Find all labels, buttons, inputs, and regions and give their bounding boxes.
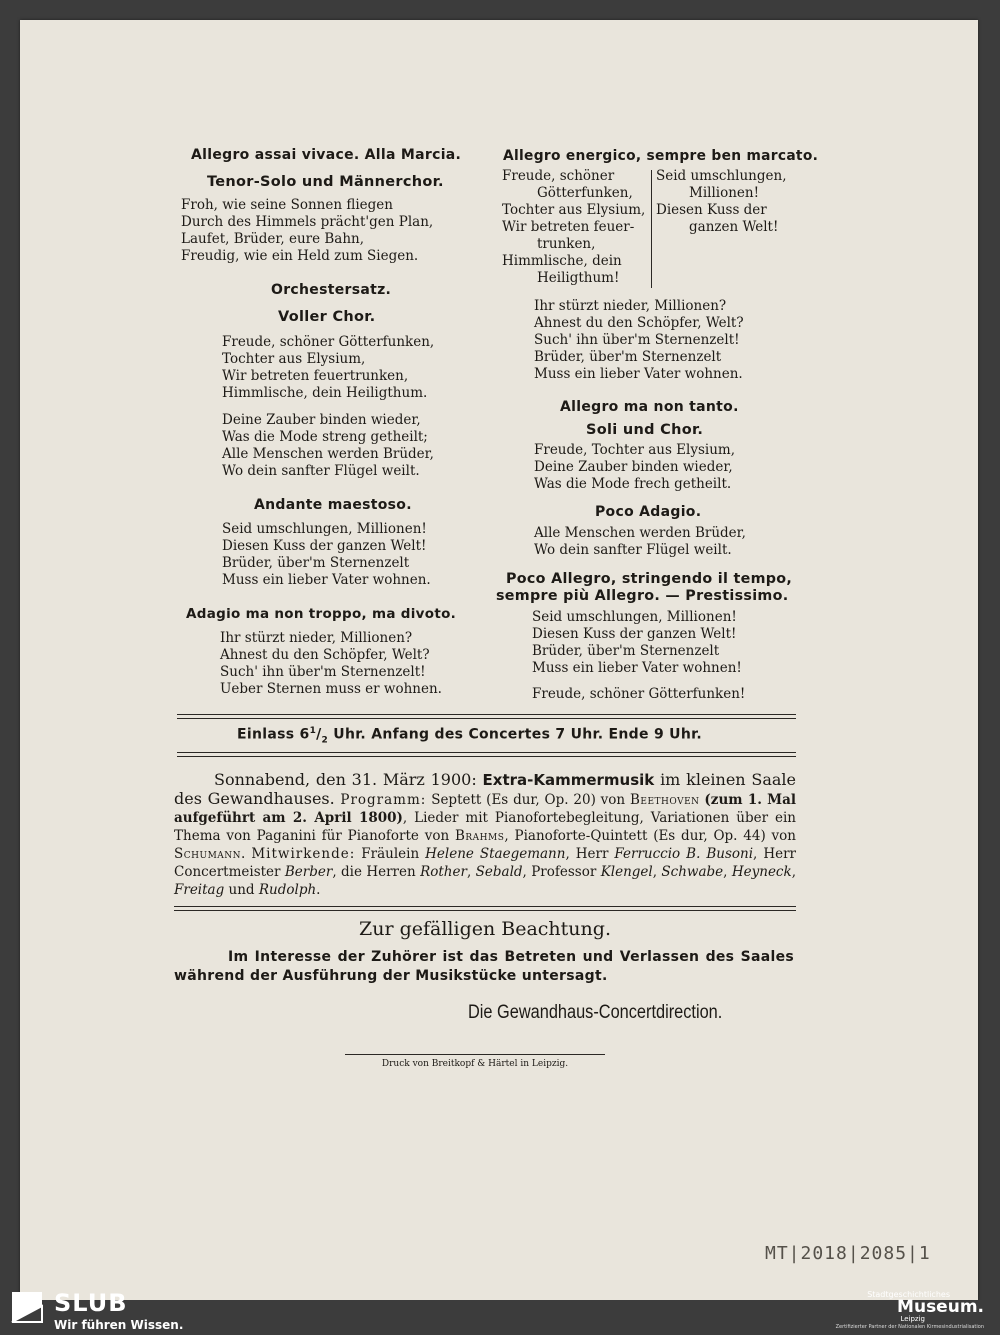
verse-line: Ihr stürzt nieder, Millionen? bbox=[220, 630, 413, 646]
verse-line: Götterfunken, bbox=[537, 185, 633, 201]
slub-subtitle: Wir führen Wissen. bbox=[54, 1318, 184, 1332]
left-verse-freude bbox=[222, 334, 434, 402]
double-rule bbox=[174, 906, 796, 911]
verse-line: Laufet, Brüder, eure Bahn, bbox=[181, 231, 365, 247]
double-rule bbox=[177, 714, 796, 719]
event-text: im kleinen Saale des Gewandhauses. bbox=[174, 770, 796, 808]
right-verse-seid bbox=[532, 609, 742, 677]
verse-line: Muss ein lieber Vater wohnen. bbox=[534, 366, 743, 382]
right-verse-final: Freude, schöner Götterfunken! bbox=[532, 686, 746, 702]
composer-brahms: Brahms bbox=[454, 828, 505, 844]
verse-line: Was die Mode streng getheilt; bbox=[222, 429, 428, 445]
right-verse-freude-tochter bbox=[534, 442, 735, 493]
verse-line: Himmlische, dein Heiligthum. bbox=[222, 385, 428, 401]
right-heading-allegro-energico: Allegro energico, sempre ben marcato. bbox=[503, 148, 819, 164]
verse-line: Ahnest du den Schöpfer, Welt? bbox=[220, 647, 430, 663]
times-line: Einlass $6^1/_2$ Uhr. Anfang des Concertes 7 Uhr. Ende 9 Uhr. bbox=[237, 726, 702, 746]
verse-line: Millionen! bbox=[689, 185, 760, 201]
event-text: , Herr Concertmeister bbox=[174, 846, 796, 880]
verse-line: Alle Menschen werden Brüder, bbox=[222, 446, 434, 462]
mitwirkende-label: Mitwirkende: bbox=[251, 846, 356, 862]
verse-line: Tochter aus Elysium, bbox=[222, 351, 366, 367]
verse-line: Such' ihn über'm Sternenzelt! bbox=[534, 332, 740, 348]
verse-line: Wo dein sanfter Flügel weilt. bbox=[222, 463, 420, 479]
performer-name: Ferruccio B. Busoni bbox=[614, 846, 754, 862]
verse-line: Such' ihn über'm Sternenzelt! bbox=[220, 664, 426, 680]
fraction-numerator: 1 bbox=[309, 726, 317, 736]
event-text: , bbox=[466, 864, 476, 880]
verse-line: Freude, schöner Götterfunken, bbox=[222, 334, 435, 350]
event-text: , Lieder mit Pianofortebegleitung, Variationen über ein Thema von Paganini für Pianoforte von bbox=[174, 810, 796, 844]
document-page bbox=[20, 20, 978, 1300]
performer-name: Heyneck bbox=[731, 864, 792, 880]
verse-line: Diesen Kuss der ganzen Welt! bbox=[222, 538, 427, 554]
event-text: Septett (Es dur, Op. 20) von bbox=[426, 792, 630, 808]
verse-line: Seid umschlungen, Millionen! bbox=[222, 521, 427, 537]
slub-logo-icon bbox=[8, 1288, 46, 1326]
event-text: , bbox=[723, 864, 732, 880]
verse-line: Brüder, über'm Sternenzelt bbox=[222, 555, 410, 571]
verse-line: Diesen Kuss der ganzen Welt! bbox=[532, 626, 737, 642]
performer-name: Rudolph bbox=[258, 882, 317, 898]
left-heading-allegro-assai: Allegro assai vivace. Alla Marcia. bbox=[191, 147, 462, 163]
right-heading-soli: Soli und Chor. bbox=[586, 422, 704, 438]
performer-name: Rother bbox=[420, 864, 467, 880]
right-heading-poco-adagio: Poco Adagio. bbox=[595, 504, 702, 520]
performer-name: Helene Staegemann bbox=[425, 846, 566, 862]
event-text: Fräulein bbox=[355, 846, 426, 862]
verse-line: Was die Mode frech getheilt. bbox=[534, 476, 732, 492]
performer-name: Sebald bbox=[475, 864, 523, 880]
right-heading-prestissimo: sempre più Allegro. — Prestissimo. bbox=[496, 588, 789, 604]
museum-title: Museum. bbox=[897, 1297, 984, 1317]
left-heading-orchestersatz: Orchestersatz. bbox=[271, 282, 392, 298]
verse-line: Muss ein lieber Vater wohnen. bbox=[222, 572, 431, 588]
performer-name: Freitag bbox=[174, 882, 225, 898]
performer-name: Berber bbox=[284, 864, 333, 880]
event-text: , Pianoforte-Quintett (Es dur, Op. 44) von bbox=[504, 828, 796, 844]
double-rule bbox=[177, 752, 796, 757]
event-premiere-note: (zum 1. Mal aufgeführt am 2. April 1800) bbox=[174, 792, 797, 826]
verse-line: trunken, bbox=[537, 236, 596, 252]
left-verse-ihr bbox=[220, 630, 442, 698]
notice-text: Im Interesse der Zuhörer ist das Betreten und Verlassen des Saales während der Ausführung der Musikstücke untersagt. bbox=[174, 949, 794, 984]
left-heading-voller-chor: Voller Chor. bbox=[278, 309, 376, 325]
right-verse-alle-menschen bbox=[534, 525, 746, 559]
event-text: , bbox=[791, 864, 796, 880]
verse-line: Wir betreten feuertrunken, bbox=[222, 368, 409, 384]
right-verse-col-b bbox=[656, 168, 796, 236]
verse-line: Wo dein sanfter Flügel weilt. bbox=[534, 542, 732, 558]
verse-line: Deine Zauber binden wieder, bbox=[534, 459, 733, 475]
left-heading-andante: Andante maestoso. bbox=[254, 497, 412, 513]
printer-rule bbox=[345, 1054, 605, 1055]
verse-line: Deine Zauber binden wieder, bbox=[222, 412, 421, 428]
verse-line: Ahnest du den Schöpfer, Welt? bbox=[534, 315, 744, 331]
composer-beethoven: Beethoven bbox=[629, 792, 700, 808]
verse-line: Alle Menschen werden Brüder, bbox=[534, 525, 746, 541]
verse-line: Brüder, über'm Sternenzelt bbox=[534, 349, 722, 365]
verse-line: Ihr stürzt nieder, Millionen? bbox=[534, 298, 727, 314]
column-divider bbox=[651, 170, 652, 288]
event-text: . bbox=[241, 846, 252, 862]
museum-small-text: Stadtgeschichtliches bbox=[867, 1290, 950, 1299]
fraction-denominator: 2 bbox=[321, 735, 329, 746]
event-text: , bbox=[652, 864, 662, 880]
event-text: , die Herren bbox=[332, 864, 421, 880]
right-verse-col-a bbox=[502, 168, 650, 287]
verse-line: Froh, wie seine Sonnen fliegen bbox=[181, 197, 393, 213]
times-rest: Uhr. Anfang des Concertes 7 Uhr. Ende 9 Uhr. bbox=[328, 726, 702, 743]
notice-title: Zur gefälligen Beachtung. bbox=[359, 918, 611, 940]
left-verse-froh bbox=[181, 197, 433, 265]
performer-name: Klengel bbox=[600, 864, 653, 880]
museum-certification: Zertifizierter Partner der Nationalen Kirmesindustrialisation bbox=[835, 1324, 984, 1330]
einlass-text: Einlass 6 bbox=[237, 726, 310, 743]
museum-city: Leipzig bbox=[900, 1315, 925, 1323]
verse-line: Muss ein lieber Vater wohnen! bbox=[532, 660, 742, 676]
event-text: , Professor bbox=[522, 864, 601, 880]
verse-line: Freude, schöner bbox=[502, 168, 615, 184]
right-verse-ihr bbox=[534, 298, 744, 383]
verse-line: Tochter aus Elysium, bbox=[502, 202, 646, 218]
right-heading-allegro-ma-non-tanto: Allegro ma non tanto. bbox=[560, 399, 739, 415]
shelfmark-handwritten: MT|2018|2085|1 bbox=[765, 1243, 931, 1264]
verse-line: Ueber Sternen muss er wohnen. bbox=[220, 681, 442, 697]
verse-line: Diesen Kuss der bbox=[656, 202, 767, 218]
left-verse-seid bbox=[222, 521, 431, 589]
verse-line: Himmlische, dein bbox=[502, 253, 622, 269]
verse-line: Heiligthum! bbox=[537, 270, 620, 286]
verse-line: Wir betreten feuer- bbox=[502, 219, 635, 235]
left-verse-zauber bbox=[222, 412, 434, 480]
event-title: Extra-Kammermusik bbox=[482, 771, 655, 789]
verse-line: Brüder, über'm Sternenzelt bbox=[532, 643, 720, 659]
notice-signature: Die Gewandhaus-Concertdirection. bbox=[468, 1002, 723, 1023]
event-text: . bbox=[316, 882, 321, 898]
event-text: , Herr bbox=[565, 846, 615, 862]
verse-line: Freudig, wie ein Held zum Siegen. bbox=[181, 248, 419, 264]
verse-line: Freude, Tochter aus Elysium, bbox=[534, 442, 736, 458]
left-heading-adagio: Adagio ma non troppo, ma divoto. bbox=[186, 606, 457, 622]
composer-schumann: Schumann bbox=[174, 846, 242, 862]
left-heading-tenor-solo: Tenor-Solo und Männerchor. bbox=[207, 174, 444, 190]
event-text: und bbox=[224, 882, 259, 898]
event-date: Sonnabend, den 31. März 1900: bbox=[214, 770, 483, 789]
right-heading-poco-allegro: Poco Allegro, stringendo il tempo, bbox=[506, 571, 793, 587]
slub-title: SLUB bbox=[54, 1289, 128, 1317]
verse-line: Durch des Himmels prächt'gen Plan, bbox=[181, 214, 434, 230]
programm-label: Programm: bbox=[340, 792, 427, 808]
event-paragraph bbox=[174, 771, 796, 899]
performer-name: Schwabe bbox=[661, 864, 724, 880]
verse-line: Seid umschlungen, Millionen! bbox=[532, 609, 737, 625]
verse-line: ganzen Welt! bbox=[689, 219, 779, 235]
printer-line: Druck von Breitkopf & Härtel in Leipzig. bbox=[381, 1059, 569, 1069]
verse-line: Seid umschlungen, bbox=[656, 168, 787, 184]
